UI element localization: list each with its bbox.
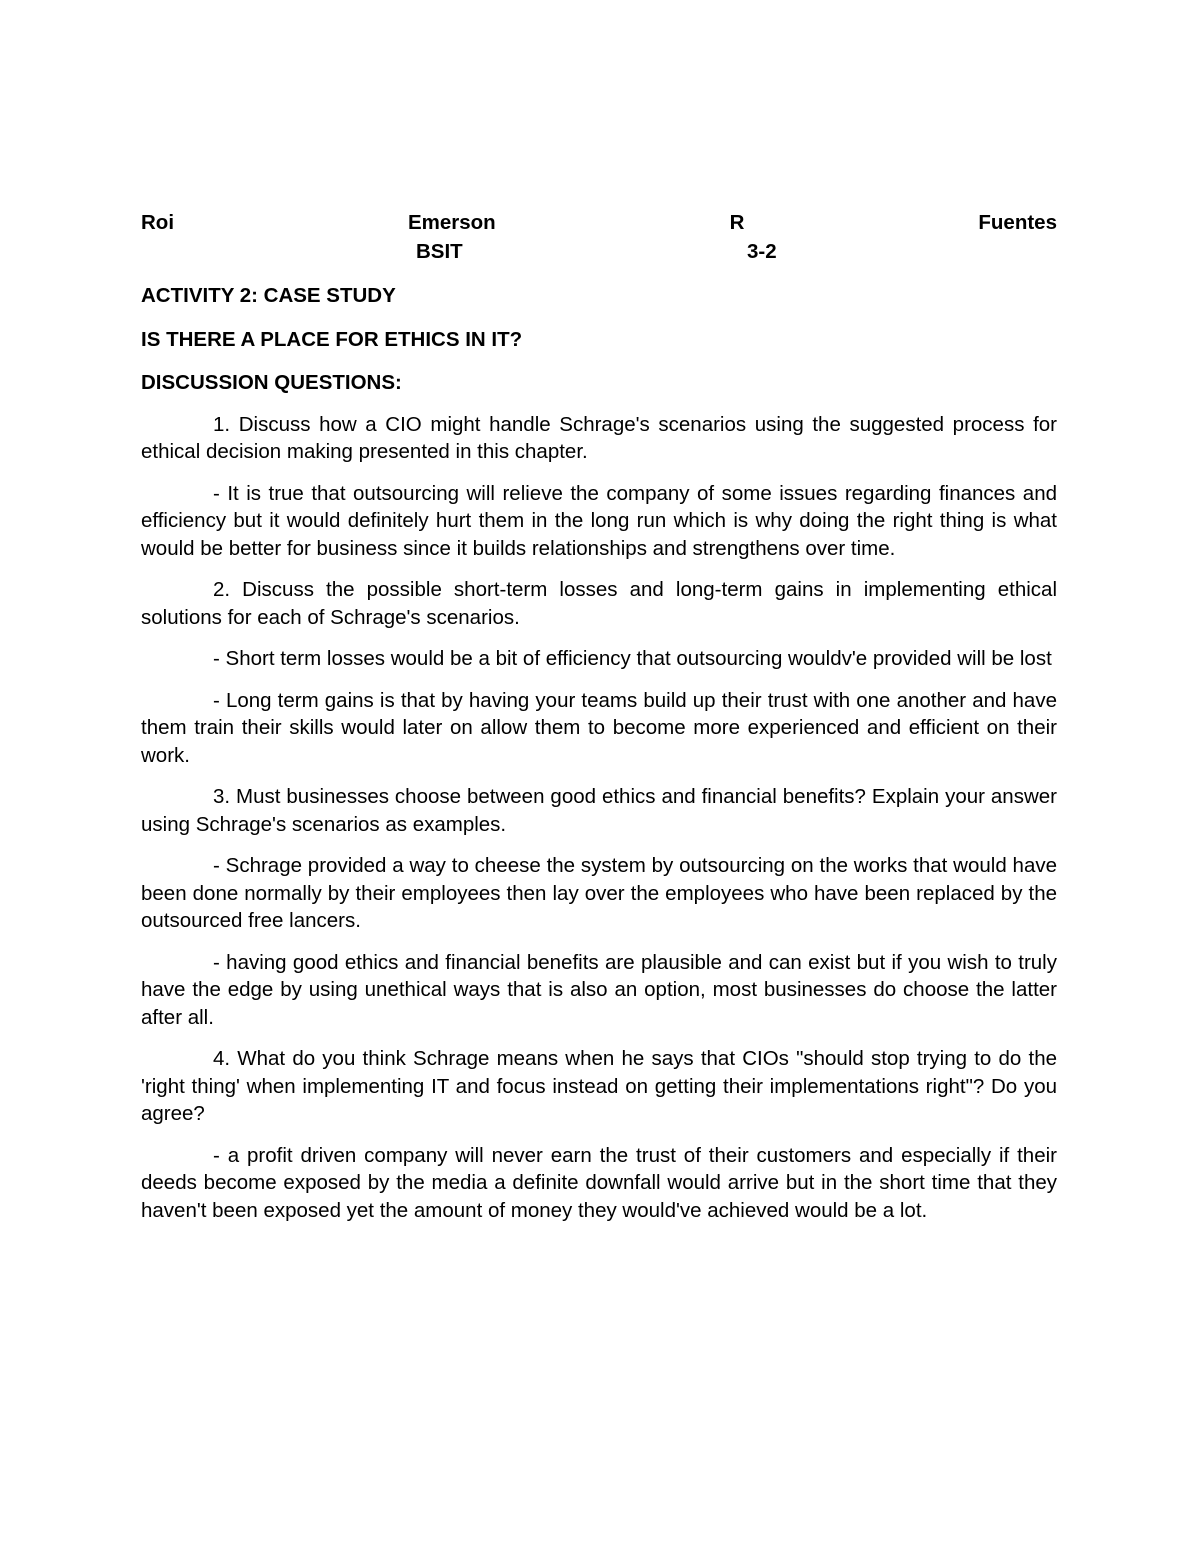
question-4: 4. What do you think Schrage means when he says that CIOs "should stop trying to do the 'right thing' when implementing IT and focus instead on getting their implementations right"? Do you agree? <box>141 1047 1057 1125</box>
answer-4: - a profit driven company will never earn the trust of their customers and especially if their deeds become exposed by the media a definite downfall would arrive but in the short time that they haven't been exposed yet the amount of money they would've achieved would be a lot. <box>141 1143 1057 1222</box>
answer-2a: - Short term losses would be a bit of efficiency that outsourcing wouldv'e provided will be lost <box>213 647 1052 670</box>
class-line <box>141 238 1057 266</box>
document-page <box>141 208 1057 1224</box>
last-name: Fuentes <box>978 211 1057 234</box>
answer-2b: - Long term gains is that by having your teams build up their trust with one another and have them train their skills would later on allow them to become more experienced and efficient on their work. <box>141 688 1057 767</box>
question-1: 1. Discuss how a CIO might handle Schrage's scenarios using the suggested process for ethical decision making presented in this chapter. <box>141 412 1057 463</box>
answer-1: - It is true that outsourcing will relieve the company of some issues regarding finances and efficiency but it would definitely hurt them in the long run which is why doing the right thing is what would be better for business since it builds relationships and strengthens over time. <box>141 481 1057 560</box>
program: BSIT <box>416 240 463 263</box>
question-2: 2. Discuss the possible short-term losses and long-term gains in implementing ethical solutions for each of Schrage's scenarios. <box>141 578 1057 629</box>
middle-name: Emerson <box>407 211 496 234</box>
section: 3-2 <box>747 240 777 263</box>
student-name-line <box>141 208 1057 238</box>
middle-initial: R <box>729 211 745 234</box>
case-title: IS THERE A PLACE FOR ETHICS IN IT? <box>141 327 523 351</box>
first-name: Roi <box>141 211 175 234</box>
answer-3a: - Schrage provided a way to cheese the system by outsourcing on the works that would have been done normally by their employees then lay over the employees who have been replaced by the outsourced free lancers. <box>141 854 1057 932</box>
activity-title: ACTIVITY 2: CASE STUDY <box>141 284 396 307</box>
answer-3b: - having good ethics and financial benefits are plausible and can exist but if you wish to truly have the edge by using unethical ways that is also an option, most businesses do choose the latter after all. <box>141 950 1057 1029</box>
question-3: 3. Must businesses choose between good ethics and financial benefits? Explain your answer using Schrage's scenarios as examples. <box>141 785 1057 836</box>
discussion-heading: DISCUSSION QUESTIONS: <box>141 371 402 394</box>
